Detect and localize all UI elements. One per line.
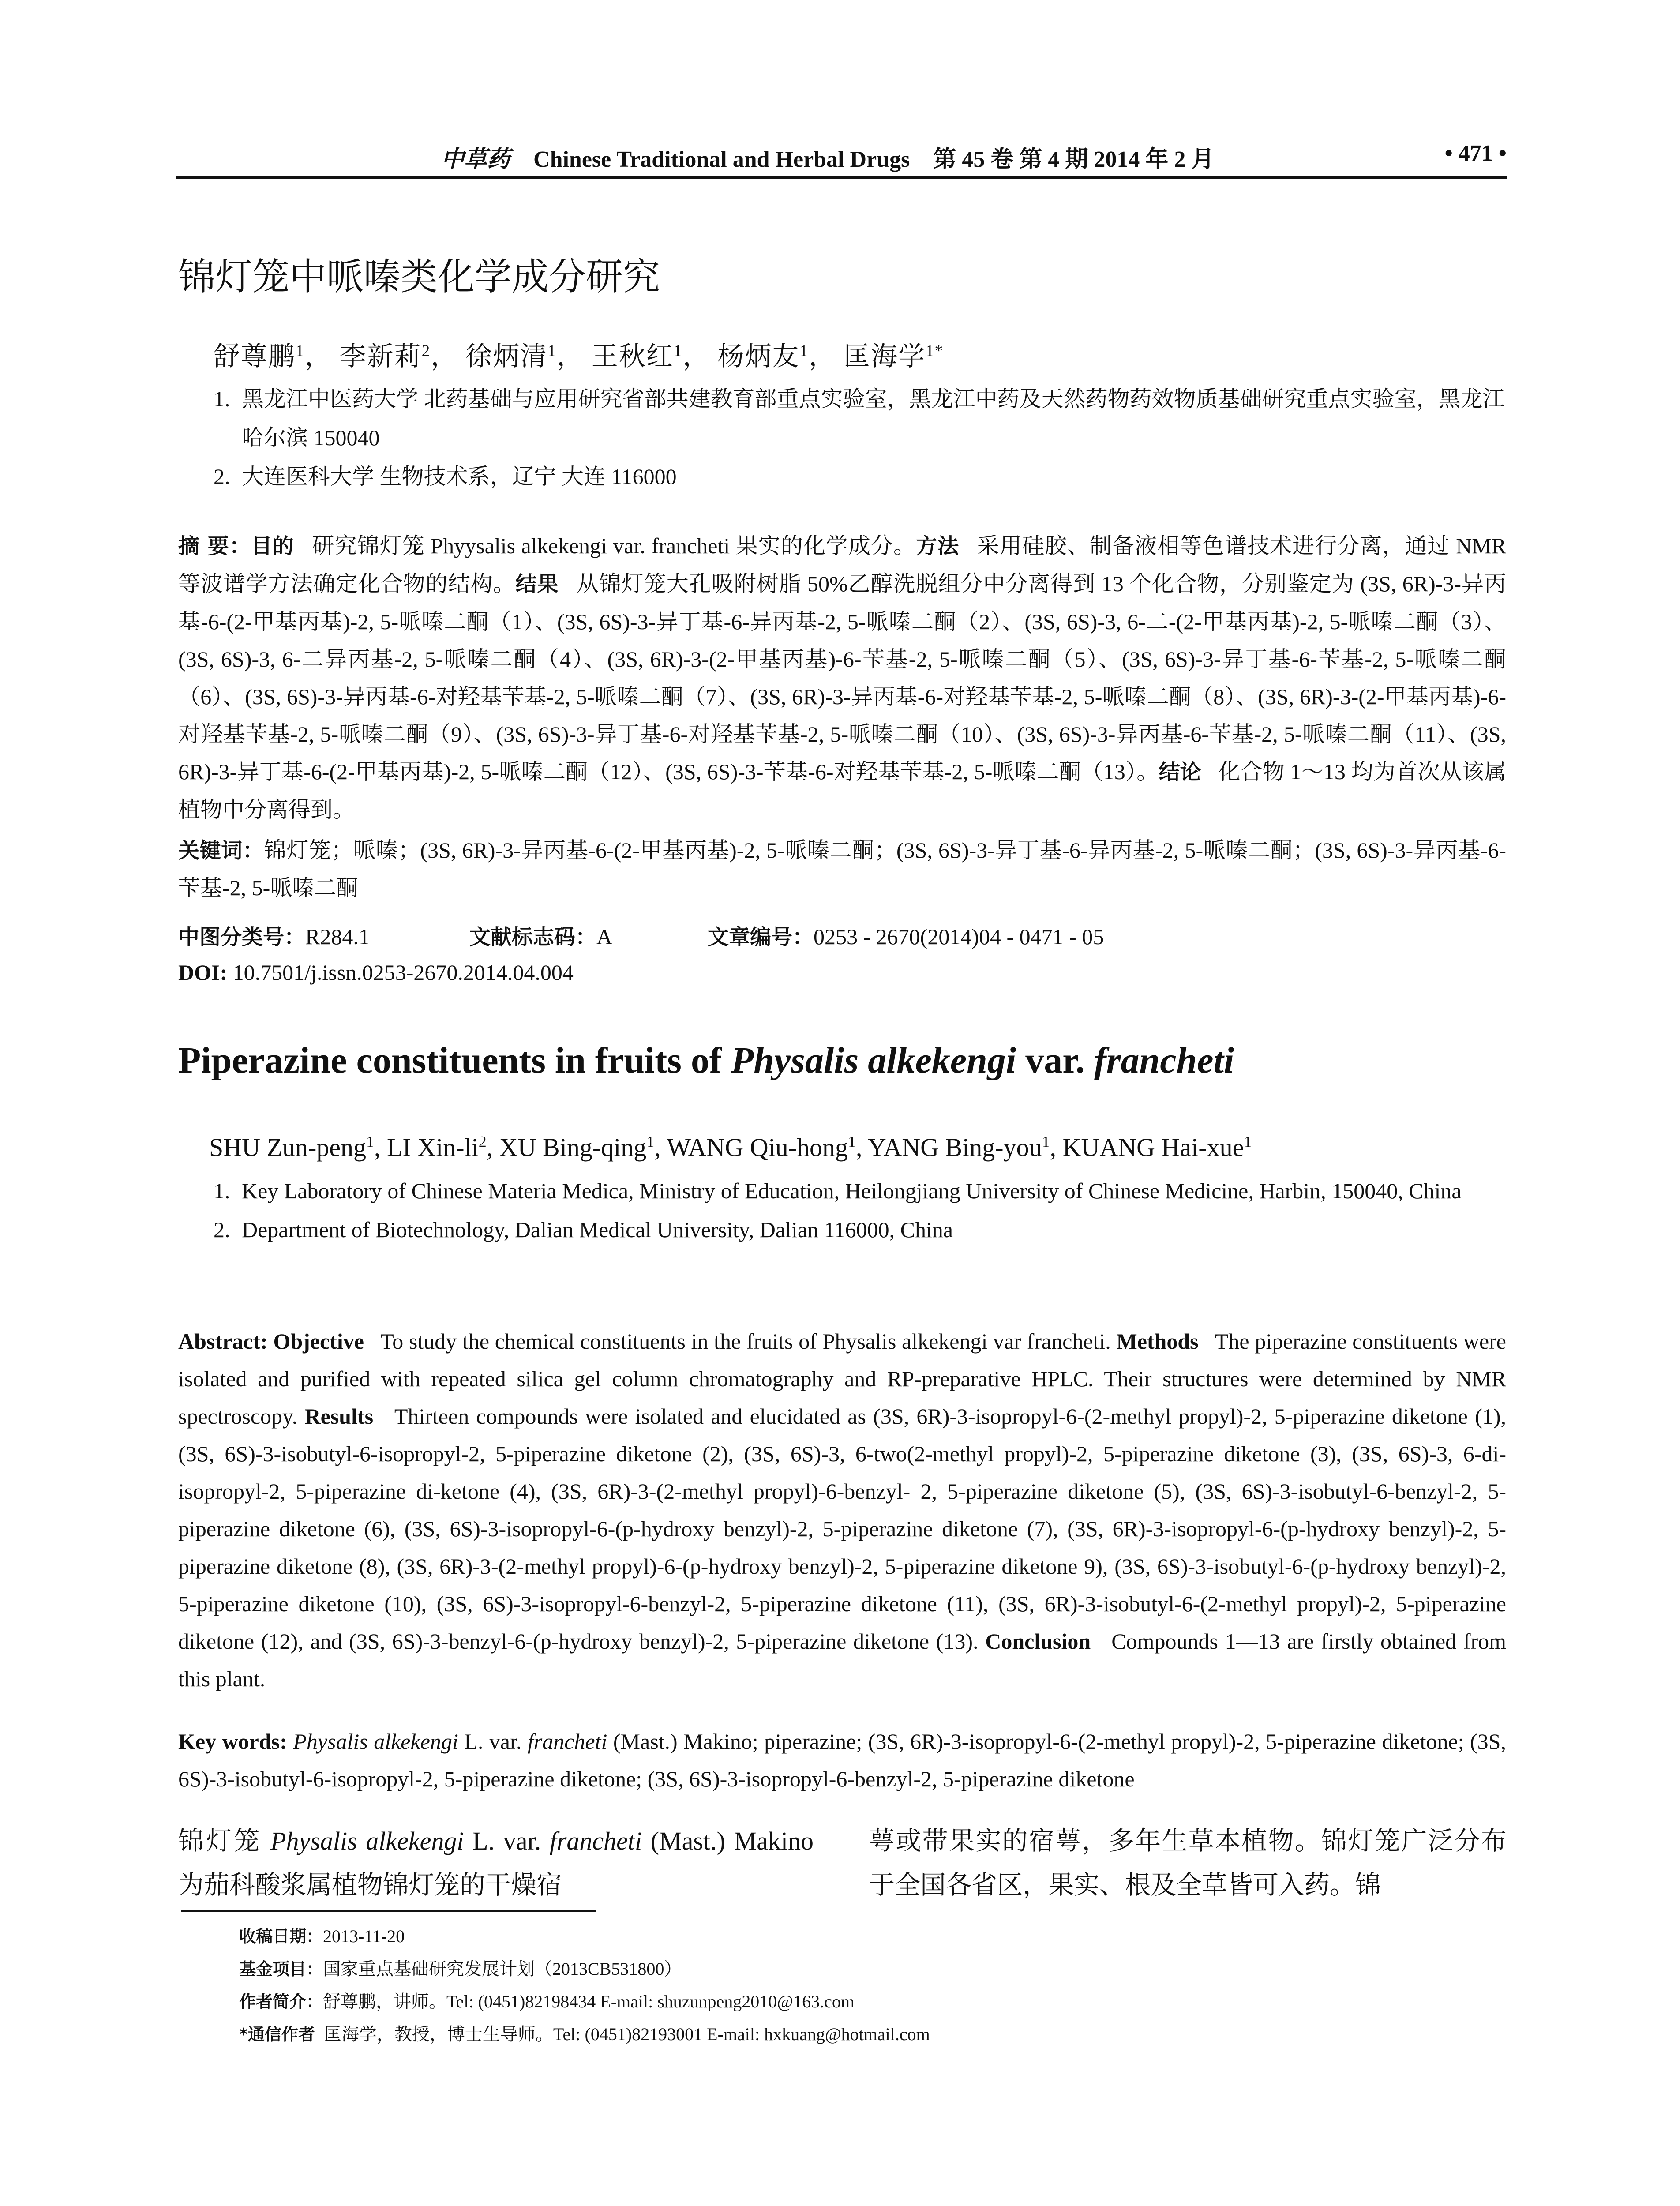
article-number [708,920,1104,950]
cn-author: 李新莉 [339,342,422,371]
en-author: YANG Bing-you [867,1133,1042,1162]
keywords-text: 锦灯笼；哌嗪；(3S, 6R)-3-异丙基-6-(2-甲基丙基)-2, 5-哌嗪二酮；(3S, 6S)-3-异丁基-6-异丙基-2, 5-哌嗪二酮；(3S, 6S)-3-异丙基-6-苄基-2, 5-哌嗪二酮 [178,838,1506,900]
methods-text: The piperazine constituents were isolated and purified with repeated silica gel column chromatography and RP-preparative HPLC. Their structures were determined by NMR spectroscopy. [178,1329,1506,1429]
results-label: Results [304,1404,374,1429]
header-rule [176,176,1507,179]
methods-label: Methods [1116,1329,1199,1354]
body-variety: francheti [549,1827,642,1855]
cn-affiliations [214,379,1519,496]
body-species: Physalis alkekengi [270,1827,464,1855]
body-column-left [178,1819,814,1907]
journal-line [441,140,1214,173]
author-affil-mark: 1 [548,342,557,360]
author-affil-mark: 2 [421,342,431,360]
conclusion-label: Conclusion [985,1629,1091,1654]
abstract-label: 摘 要： [178,534,251,559]
footnote-label: 收稿日期： [239,1927,323,1946]
cn-author: 徐炳清 [465,342,548,371]
footnote-label: 基金项目： [239,1959,323,1979]
en-author: LI Xin-li [387,1133,479,1162]
journal-name-en: Chinese Traditional and Herbal Drugs [533,147,910,172]
author-affil-mark: 1 [366,1133,374,1151]
affiliation-text: 黑龙江中医药大学 北药基础与应用研究省部共建教育部重点实验室，黑龙江中药及天然药物药效物质基础研究重点实验室，黑龙江 哈尔滨 150040 [242,386,1505,450]
cn-title: 锦灯笼中哌嗪类化学成分研究 [178,255,660,298]
objective-label: Objective [273,1329,364,1354]
author-affil-mark: 1 [673,342,683,360]
doc-label: 文献标志码： [469,925,597,949]
footnote-text: 舒尊鹏，讲师。Tel: (0451)82198434 E-mail: shuzunpeng2010@163.com [323,1992,855,2011]
issue-info: 第 45 卷 第 4 期 2014 年 2 月 [933,147,1215,172]
cn-author: 匡海学 [843,342,926,371]
doc-value: A [596,924,613,949]
keywords-text: L. var. [458,1729,528,1754]
footnote-author [239,1985,1505,2018]
en-author: XU Bing-qing [499,1133,647,1162]
affiliation-text: 大连医科大学 生物技术系，辽宁 大连 116000 [242,464,677,489]
doi-value: 10.7501/j.issn.0253-2670.2014.04.004 [232,960,574,985]
footnote-received [239,1920,1505,1953]
objective-text: 研究锦灯笼 Phyysalis alkekengi var. francheti 果实的化学成分。 [312,533,916,558]
cn-affiliation [214,379,1519,457]
en-title [178,1039,1234,1082]
author-affil-mark: 1 [1042,1133,1050,1151]
cn-author: 杨炳友 [717,342,800,371]
cn-authors: 舒尊鹏$^1$， 李新莉$^2$， 徐炳清$^1$， 王秋红$^1$， 杨炳友$^1$， 匡海学$^{1*}$ [214,342,944,371]
en-abstract [178,1323,1506,1698]
cn-author: 舒尊鹏 [214,342,296,371]
footnote-text: 国家重点基础研究发展计划（2013CB531800） [323,1959,682,1979]
article-label: 文章编号： [708,925,814,949]
en-keywords [178,1723,1506,1798]
abstract-label: Abstract: [178,1329,268,1354]
en-authors: SHU Zun-peng$^1$, LI Xin-$li^2$, XU Bing-qing$^1$, WANG Qiu-hong$^1$, YANG Bing-you$^1$, KUANG Hai-xue$^1$ [209,1133,1252,1162]
affiliation-text: Department of Biotechnology, Dalian Medical University, Dalian 116000, China [242,1217,953,1242]
keywords-label: 关键词： [178,838,264,863]
footnote-rule [181,1910,596,1912]
affiliation-text: Key Laboratory of Chinese Materia Medica, Ministry of Education, Heilongjiang University of Chinese Medicine, Harbin, 150040, China [242,1178,1462,1203]
class-value: R284.1 [305,924,370,949]
cn-author: 王秋红 [591,342,674,371]
en-author: SHU Zun-peng [209,1133,367,1162]
body-column-right [869,1819,1507,1907]
en-affiliations [214,1171,1506,1249]
author-affil-mark: 1 [1244,1133,1252,1151]
en-author: KUANG Hai-xue [1062,1133,1244,1162]
footnotes [239,1920,1505,2051]
keywords-label: Key words: [178,1729,287,1754]
cn-abstract [178,527,1506,829]
footnote-funding [239,1953,1505,1985]
objective-label: 目的 [251,534,294,559]
results-text: Thirteen compounds were isolated and elucidated as (3S, 6R)-3-isopropyl-6-(2-methyl propyl)-2, 5-piperazine diketone (1), (3S, 6S)-3-isobutyl-6-isopropyl-2, 5-piperazine diketone (2), (3S, 6S)-3, 6-two(2-methyl propyl)-2, 5-piperazine diketone (3), (3S, 6S)-3, 6-di-isopropyl-2, 5-piperazine di-ketone (4), (3S, 6R)-3-(2-methyl propyl)-6-benzyl- 2, 5-piperazine diketone (5), (3S, 6S)-3-isobutyl-6-benzyl-2, 5-piperazine diketone (6), (3S, 6S)-3-isopropyl-6-(p-hydroxy benzyl)-2, 5-piperazine diketone (7), (3S, 6R)-3-isopropyl-6-(p-hydroxy benzyl)-2, 5-piperazine diketone (8), (3S, 6R)-3-(2-methyl propyl)-6-(p-hydroxy benzyl)-2, 5-piperazine diketone 9), (3S, 6S)-3-isobutyl-6-(p-hydroxy benzyl)-2, 5-piperazine diketone (10), (3S, 6S)-3-isopropyl-6-benzyl-2, 5-piperazine diketone (11), (3S, 6R)-3-isobutyl-6-(2-methyl propyl)-2, 5-piperazine diketone (12), and (3S, 6S)-3-benzyl-6-(p-hydroxy benzyl)-2, 5-piperazine diketone (13). [178,1404,1506,1654]
classification-line [178,920,1506,950]
author-affil-mark: 1* [925,342,944,360]
keywords-species: Physalis alkekengi [293,1729,458,1754]
en-affiliation [214,1171,1506,1210]
footnote-text: 2013-11-20 [323,1926,405,1946]
keywords-text: (Mast.) Makino; piperazine; (3S, 6R)-3-isopropyl-6-(2-methyl propyl)-2, 5-piperazine diketone; (3S, 6S)-3-isobutyl-6-isopropyl-2, 5-piperazine diketone; (3S, 6S)-3-isopropyl-6-benzyl-2, 5-piperazine diketone [178,1729,1506,1791]
cn-affiliation [214,457,1519,496]
doi-label: DOI: [178,960,228,985]
objective-text: To study the chemical constituents in the fruits of Physalis alkekengi var francheti. [380,1329,1111,1354]
class-label: 中图分类号： [178,925,306,949]
en-title-prefix: Piperazine constituents in fruits of [178,1040,731,1081]
doc-code [469,920,708,950]
body-text: (Mast.) Makino 为茄科酸浆属植物锦灯笼的干燥宿 [178,1827,814,1899]
footnote-label: *通信作者 [239,2025,315,2044]
class-number [178,920,469,950]
footnote-text: 匡海学，教授，博士生导师。Tel: (0451)82193001 E-mail: hxkuang@hotmail.com [323,2024,930,2044]
journal-name-cn: 中草药 [441,146,510,173]
doi-line [178,960,574,985]
en-title-variety: francheti [1094,1040,1234,1081]
footnote-corresponding [239,2018,1505,2051]
body-text: 锦灯笼 [178,1827,271,1855]
footnote-label: 作者简介： [239,1992,323,2011]
affiliation-number: 2. [214,1217,230,1242]
cn-keywords [178,832,1506,906]
body-text: 萼或带果实的宿萼，多年生草本植物。锦灯笼广泛分布于全国各省区，果实、根及全草皆可入药。锦 [869,1827,1507,1899]
en-affiliation [214,1210,1506,1249]
en-title-var: var. [1016,1040,1094,1081]
affiliation-number: 1. [214,386,230,411]
en-title-species: Physalis alkekengi [731,1040,1016,1081]
methods-text: 采用硅胶、制备液相等色谱技术进行分离，通过 NMR 等波谱学方法确定化合物的结构。 [178,533,1507,596]
en-author: WANG Qiu-hong [667,1133,848,1162]
conclusion-text: Compounds 1—13 are firstly obtained from this plant. [178,1629,1507,1691]
author-affil-mark: 1 [296,342,305,360]
results-text: 从锦灯笼大孔吸附树脂 50%乙醇洗脱组分中分离得到 13 个化合物，分别鉴定为 (3S, 6R)-3-异丙基-6-(2-甲基丙基)-2, 5-哌嗪二酮（1）、(3S, 6S)-3-异丁基-6-异丙基-2, 5-哌嗪二酮（2）、(3S, 6S)-3, 6-二-(2-甲基丙基)-2, 5-哌嗪二酮（3）、(3S, 6S)-3, 6-二异丙基-2, 5-哌嗪二酮（4）、(3S, 6R)-3-(2-甲基丙基)-6-苄基-2, 5-哌嗪二酮（5）、(3S, 6S)-3-异丁基-6-苄基-2, 5-哌嗪二酮（6）、(3S, 6S)-3-异丙基-6-对羟基苄基-2, 5-哌嗪二酮（7）、(3S, 6R)-3-异丙基-6-对羟基苄基-2, 5-哌嗪二酮（8）、(3S, 6R)-3-(2-甲基丙基)-6-对羟基苄基-2, 5-哌嗪二酮（9）、(3S, 6S)-3-异丁基-6-对羟基苄基-2, 5-哌嗪二酮（10）、(3S, 6S)-3-异丙基-6-苄基-2, 5-哌嗪二酮（11）、(3S, 6R)-3-异丁基-6-(2-甲基丙基)-2, 5-哌嗪二酮（12）、(3S, 6S)-3-苄基-6-对羟基苄基-2, 5-哌嗪二酮（13）。 [178,571,1506,784]
conclusion-label: 结论 [1159,760,1201,784]
body-text: L. var. [464,1827,550,1855]
affiliation-number: 1. [214,1178,230,1203]
affiliation-number: 2. [214,464,230,489]
author-affil-mark: 2 [478,1133,487,1151]
author-affil-mark: 1 [848,1133,856,1151]
conclusion-text: 化合物 1～13 均为首次从该属植物中分离得到。 [178,759,1506,822]
results-label: 结果 [515,572,559,597]
keywords-variety: francheti [527,1729,608,1754]
running-header [176,140,1507,173]
page-number: • 471 • [1444,141,1507,166]
author-affil-mark: 1 [799,342,809,360]
author-affil-mark: 1 [646,1133,655,1151]
methods-label: 方法 [916,534,960,559]
article-value: 0253 - 2670(2014)04 - 0471 - 05 [814,924,1104,949]
